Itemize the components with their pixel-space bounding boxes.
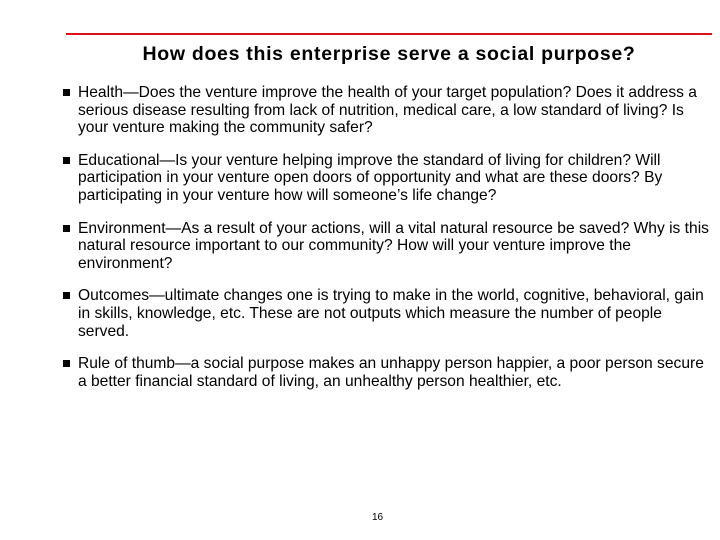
- square-bullet-icon: [63, 157, 70, 164]
- page-number: 16: [372, 512, 384, 523]
- bullet-text: Health—Does the venture improve the health of your target population? Does it address a serious disease resulting from lack of nutrition, medical care, a low standard of living? Is your venture making the community safer?: [78, 84, 697, 137]
- bullet-list: [62, 84, 712, 405]
- bullet-environment: [62, 220, 712, 273]
- square-bullet-icon: [63, 360, 70, 367]
- bullet-text: Educational—Is your venture helping improve the standard of living for children? Will participation in your venture open doors of opportunity and what are these doors? By participating in your venture how will someone’s life change?: [78, 151, 663, 204]
- bullet-text: Environment—As a result of your actions, will a vital natural resource be saved? Why is this natural resource important to our community? How will your venture improve the environment?: [78, 219, 709, 272]
- bullet-text: Rule of thumb—a social purpose makes an unhappy person happier, a poor person secure a better financial standard of living, an unhealthy person healthier, etc.: [78, 355, 704, 390]
- bullet-text: Outcomes—ultimate changes one is trying to make in the world, cognitive, behavioral, gain in skills, knowledge, etc. These are not outputs which measure the number of people served.: [78, 287, 704, 340]
- square-bullet-icon: [63, 89, 70, 96]
- bullet-rule-of-thumb: [62, 355, 712, 390]
- square-bullet-icon: [63, 225, 70, 232]
- square-bullet-icon: [63, 292, 70, 299]
- slide-title: How does this enterprise serve a social purpose?: [142, 43, 636, 65]
- bullet-outcomes: [62, 287, 712, 340]
- bullet-health: [62, 84, 712, 137]
- title-divider-line: [66, 33, 712, 35]
- bullet-educational: [62, 152, 712, 205]
